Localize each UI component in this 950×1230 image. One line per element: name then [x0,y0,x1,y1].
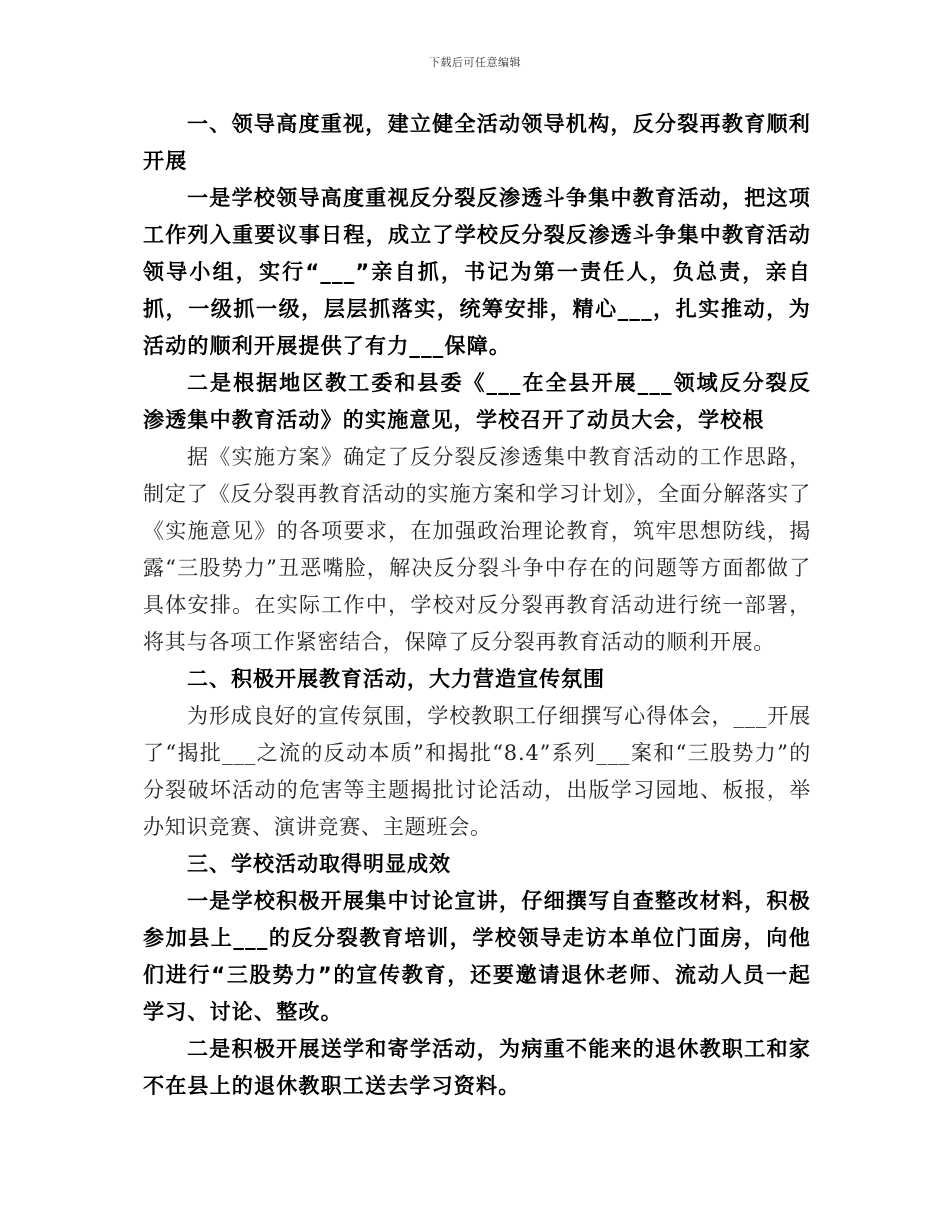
page-header: 下载后可任意编辑 [429,56,521,69]
section-1-paragraph-3: 据《实施方案》确定了反分裂反渗透集中教育活动的工作思路，制定了《反分裂再教育活动的实施方案和学习计划》，全面分解落实了《实施意见》的各项要求，在加强政治理论教育，筑牢思想防线，揭露“三股势力”丑恶嘴脸，解决反分裂斗争中存在的问题等方面都做了具体安排。在实际工作中，学校对反分裂再教育活动进行统一部署，将其与各项工作紧密结合，保障了反分裂再教育活动的顺利开展。 [143,445,811,654]
section-2-paragraph-1: 为形成良好的宣传氛围，学校教职工仔细撰写心得体会，___开展了“揭批___之流的反动本质”和揭批“8.4”系列___案和“三股势力”的分裂破坏活动的危害等主题揭批讨论活动，出版学习园地、板报，举办知识竞赛、演讲竞赛、主题班会。 [143,704,811,839]
section-3-paragraph-1: 一是学校积极开展集中讨论宣讲，仔细撰写自查整改材料，积极参加县上___的反分裂教育培训，学校领导走访本单位门面房，向他们进行“三股势力”的宣传教育，还要邀请退休老师、流动人员一起学习、讨论、整改。 [143,889,811,1024]
section-2-heading: 二、积极开展教育活动，大力营造宣传氛围 [187,667,605,691]
section-3-paragraph-2: 二是积极开展送学和寄学活动，为病重不能来的退休教职工和家不在县上的退休教职工送去学习资料。 [143,1037,811,1098]
section-1-paragraph-1: 一是学校领导高度重视反分裂反渗透斗争集中教育活动，把这项工作列入重要议事日程，成立了学校反分裂反渗透斗争集中教育活动领导小组，实行“___”亲自抓，书记为第一责任人，负总责，亲自抓，一级抓一级，层层抓落实，统筹安排，精心___，扎实推动，为活动的顺利开展提供了有力___保障。 [143,186,811,358]
document-body [143,106,811,1105]
section-3-heading: 三、学校活动取得明显成效 [187,852,451,876]
section-1-heading: 一、领导高度重视，建立健全活动领导机构，反分裂再教育顺利开展 [143,112,811,173]
section-1-paragraph-2: 二是根据地区教工委和县委《___在全县开展___领域反分裂反渗透集中教育活动》的实施意见，学校召开了动员大会，学校根 [143,371,811,432]
